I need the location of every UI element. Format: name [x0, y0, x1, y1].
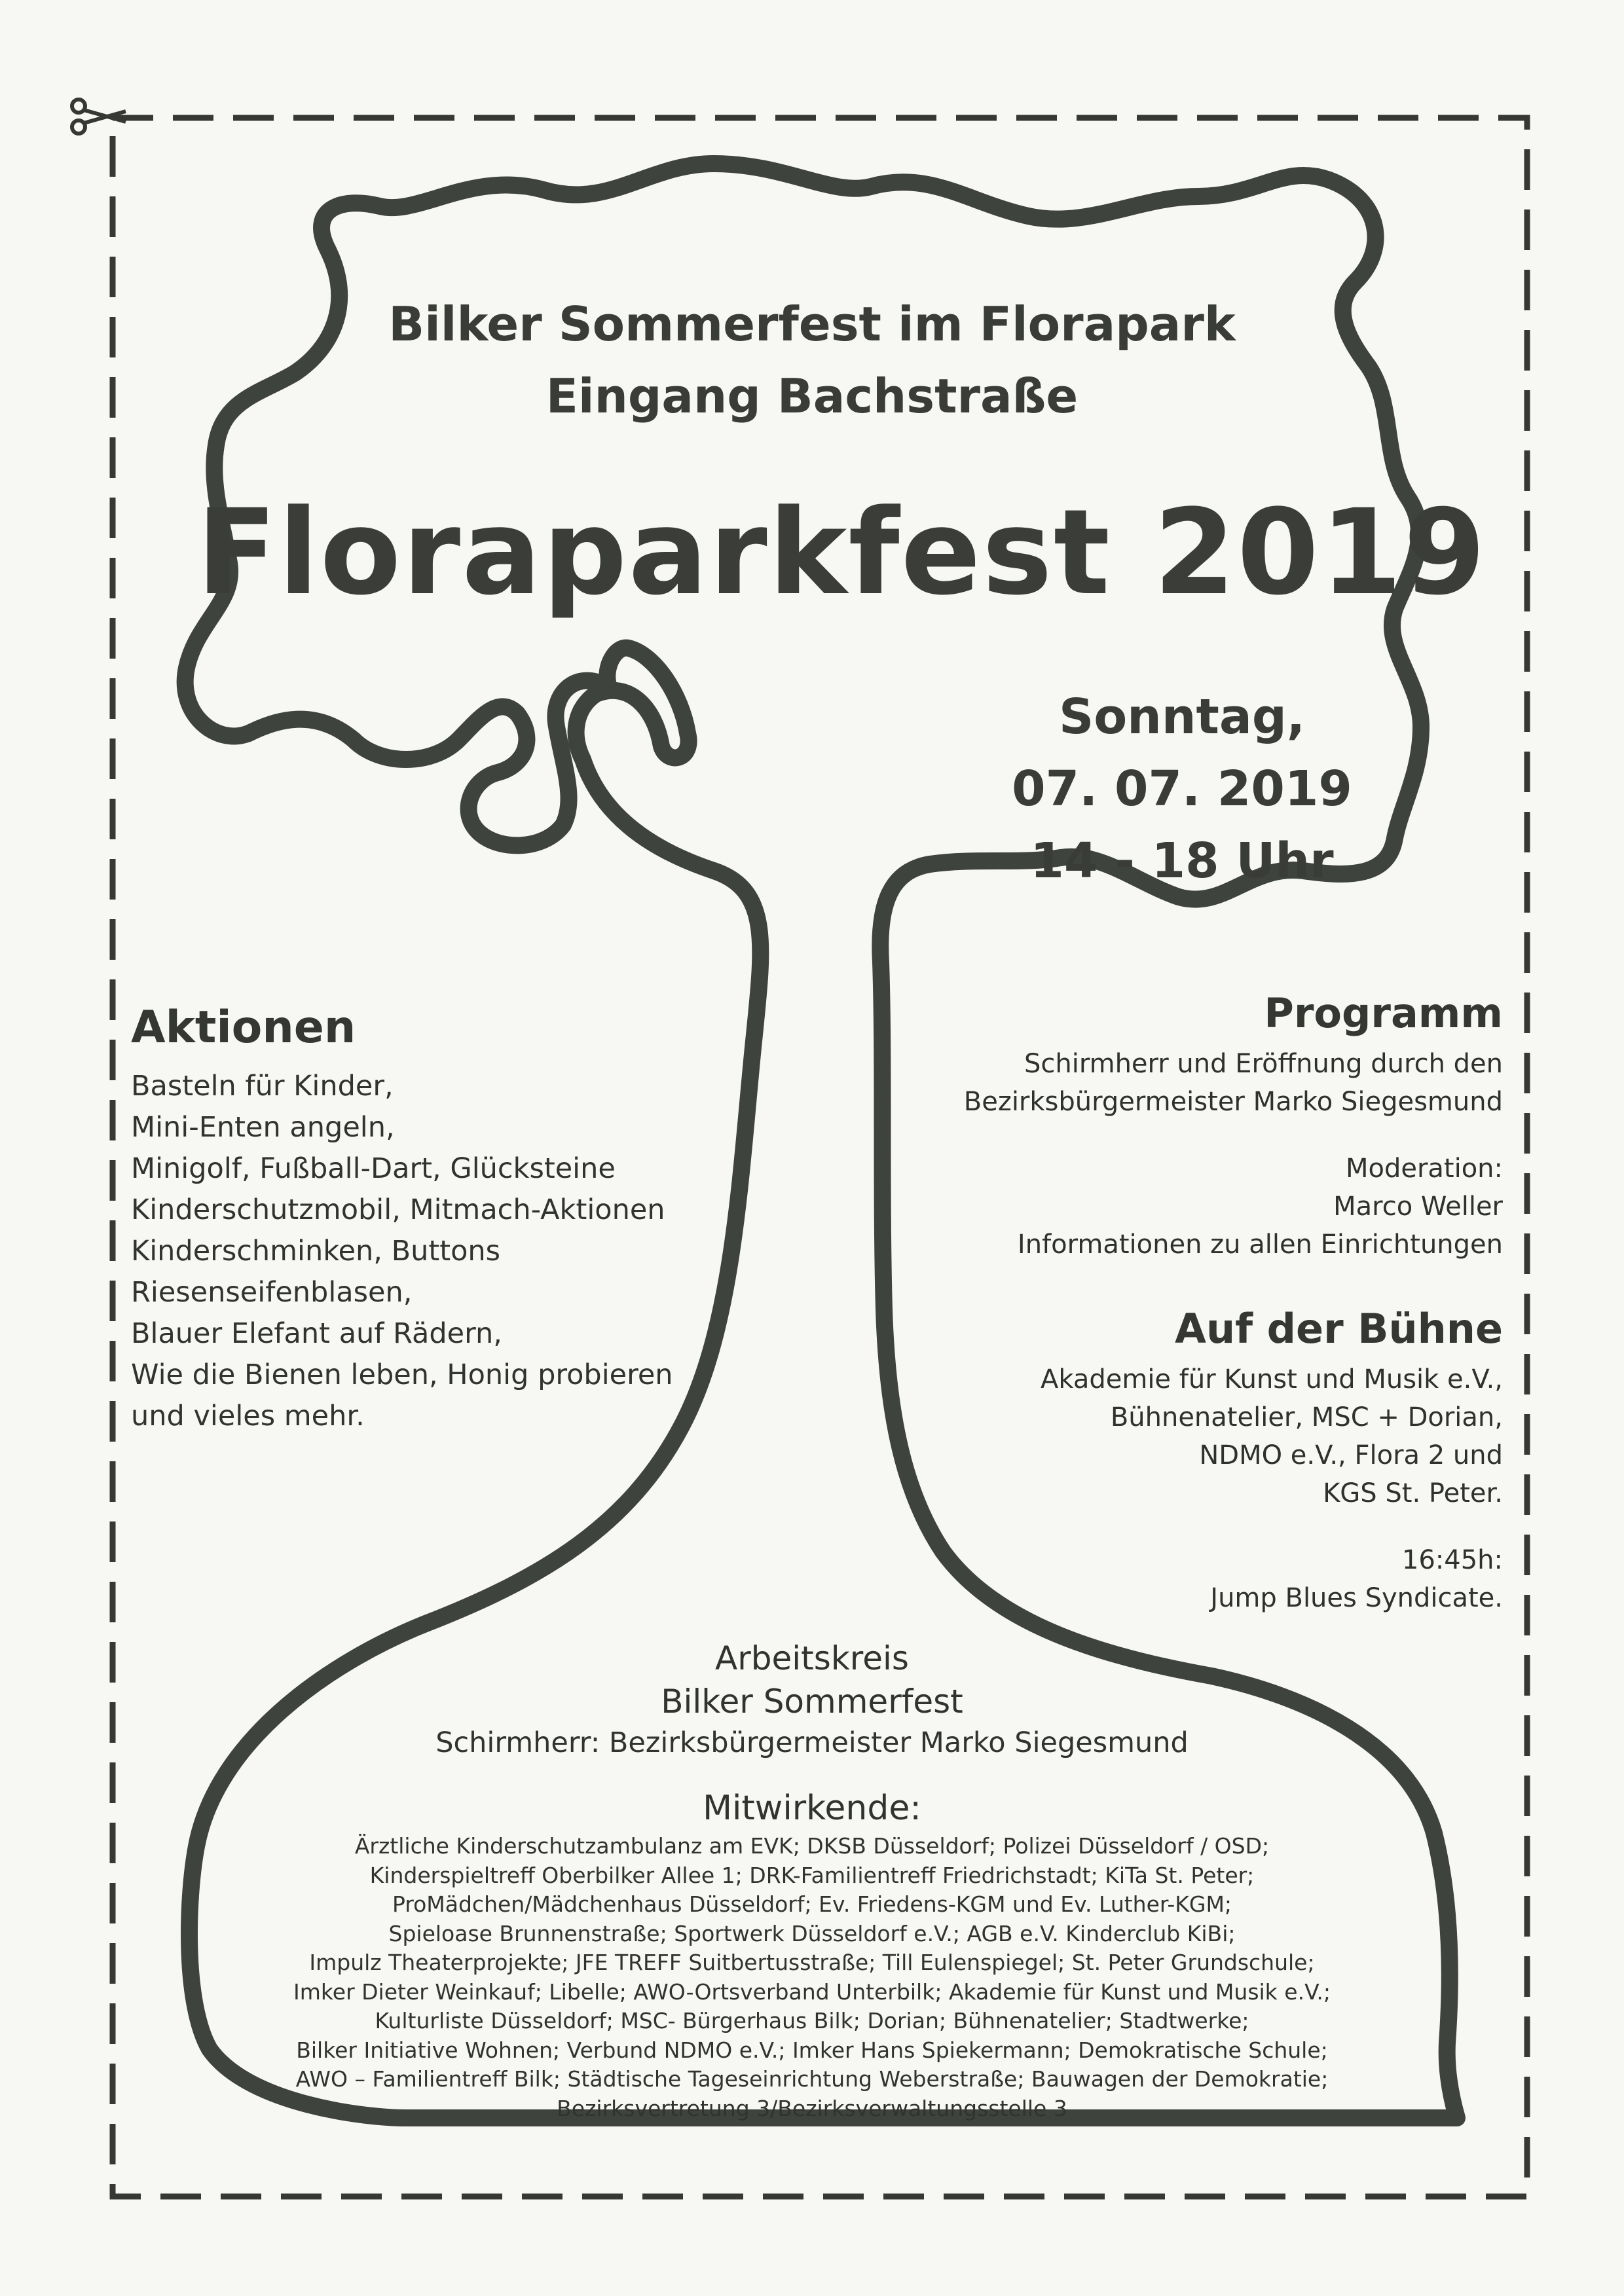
moderation-name: Marco Weller — [1333, 1192, 1503, 1222]
aktionen-item: Basteln für Kinder, — [131, 1070, 394, 1102]
aktionen-item: Minigolf, Fußball-Dart, Glücksteine — [131, 1152, 616, 1185]
aktionen-section — [131, 995, 786, 1437]
buehne-line: Bühnenatelier, MSC + Dorian, — [1110, 1402, 1503, 1432]
subtitle — [288, 288, 1336, 432]
aktionen-item: Kinderschutzmobil, Mitmach-Aktionen — [131, 1194, 665, 1226]
buehne-line: NDMO e.V., Flora 2 und — [1199, 1440, 1503, 1470]
programm-opening-line: Schirmherr und Eröffnung durch den — [1024, 1049, 1503, 1079]
event-date-value: 07. 07. 2019 — [1012, 761, 1352, 817]
programm-info: Informationen zu allen Einrichtungen — [1017, 1230, 1503, 1260]
event-time: 14 - 18 Uhr — [1030, 833, 1334, 889]
mitwirkende-line: ProMädchen/Mädchenhaus Düsseldorf; Ev. Friedens-KGM und Ev. Luther-KGM; — [392, 1891, 1232, 1917]
organizer-section — [196, 1637, 1428, 2123]
aktionen-heading: Aktionen — [131, 1002, 356, 1053]
mitwirkende-line: Bezirksvertretung 3/Bezirksverwaltungsstelle 3 — [557, 2095, 1067, 2121]
subtitle-line1: Bilker Sommerfest im Florapark — [388, 297, 1236, 352]
aktionen-item: Blauer Elefant auf Rädern, — [131, 1317, 502, 1350]
organizer-line1: Arbeitskreis — [715, 1639, 909, 1677]
buehne-line: KGS St. Peter. — [1323, 1478, 1503, 1508]
mitwirkende-line: Kulturliste Düsseldorf; MSC- Bürgerhaus Bilk; Dorian; Bühnenatelier; Stadtwerke; — [375, 2008, 1249, 2033]
aktionen-item: Wie die Bienen leben, Honig probieren — [131, 1358, 673, 1391]
organizer-line2: Bilker Sommerfest — [661, 1683, 963, 1721]
mitwirkende-line: Bilker Initiative Wohnen; Verbund NDMO e.V.; Imker Hans Spiekermann; Demokratische Schule; — [296, 2037, 1328, 2063]
mitwirkende-line: Imker Dieter Weinkauf; Libelle; AWO-Ortsverband Unterbilk; Akademie für Kunst und Musik e.V.; — [293, 1978, 1331, 2005]
mitwirkende-heading: Mitwirkende: — [703, 1789, 921, 1828]
mitwirkende-line: Impulz Theaterprojekte; JFE TREFF Suitbertusstraße; Till Eulenspiegel; St. Peter Grundschule; — [309, 1950, 1315, 1975]
aktionen-item: und vieles mehr. — [131, 1400, 365, 1432]
event-date — [969, 681, 1395, 897]
aktionen-item: Mini-Enten angeln, — [131, 1111, 395, 1144]
aktionen-item: Kinderschminken, Buttons — [131, 1235, 501, 1267]
moderation-label: Moderation: — [1345, 1154, 1503, 1184]
subtitle-line2: Eingang Bachstraße — [545, 369, 1079, 424]
mitwirkende-line: Kinderspieltreff Oberbilker Allee 1; DRK-Familientreff Friedrichstadt; KiTa St. Peter; — [369, 1862, 1255, 1888]
organizer-patron: Schirmherr: Bezirksbürgermeister Marko Siegesmund — [435, 1726, 1189, 1759]
page-title: Floraparkfest 2019 — [196, 484, 1487, 621]
event-day: Sonntag, — [1059, 689, 1305, 745]
programm-opening-line: Bezirksbürgermeister Marko Siegesmund — [963, 1087, 1503, 1117]
programm-heading: Programm — [1264, 989, 1503, 1037]
buehne-line: Akademie für Kunst und Musik e.V., — [1041, 1364, 1503, 1394]
buehne-time: 16:45h: — [1401, 1545, 1503, 1575]
programm-section — [819, 982, 1503, 1617]
buehne-act: Jump Blues Syndicate. — [1210, 1583, 1503, 1613]
mitwirkende-line: AWO – Familientreff Bilk; Städtische Tageseinrichtung Weberstraße; Bauwagen der Demokratie; — [295, 2066, 1329, 2092]
buehne-heading: Auf der Bühne — [1175, 1305, 1503, 1353]
aktionen-item: Riesenseifenblasen, — [131, 1276, 413, 1309]
mitwirkende-line: Ärztliche Kinderschutzambulanz am EVK; DKSB Düsseldorf; Polizei Düsseldorf / OSD; — [354, 1833, 1270, 1859]
mitwirkende-line: Spieloase Brunnenstraße; Sportwerk Düsseldorf e.V.; AGB e.V. Kinderclub KiBi; — [388, 1920, 1236, 1946]
